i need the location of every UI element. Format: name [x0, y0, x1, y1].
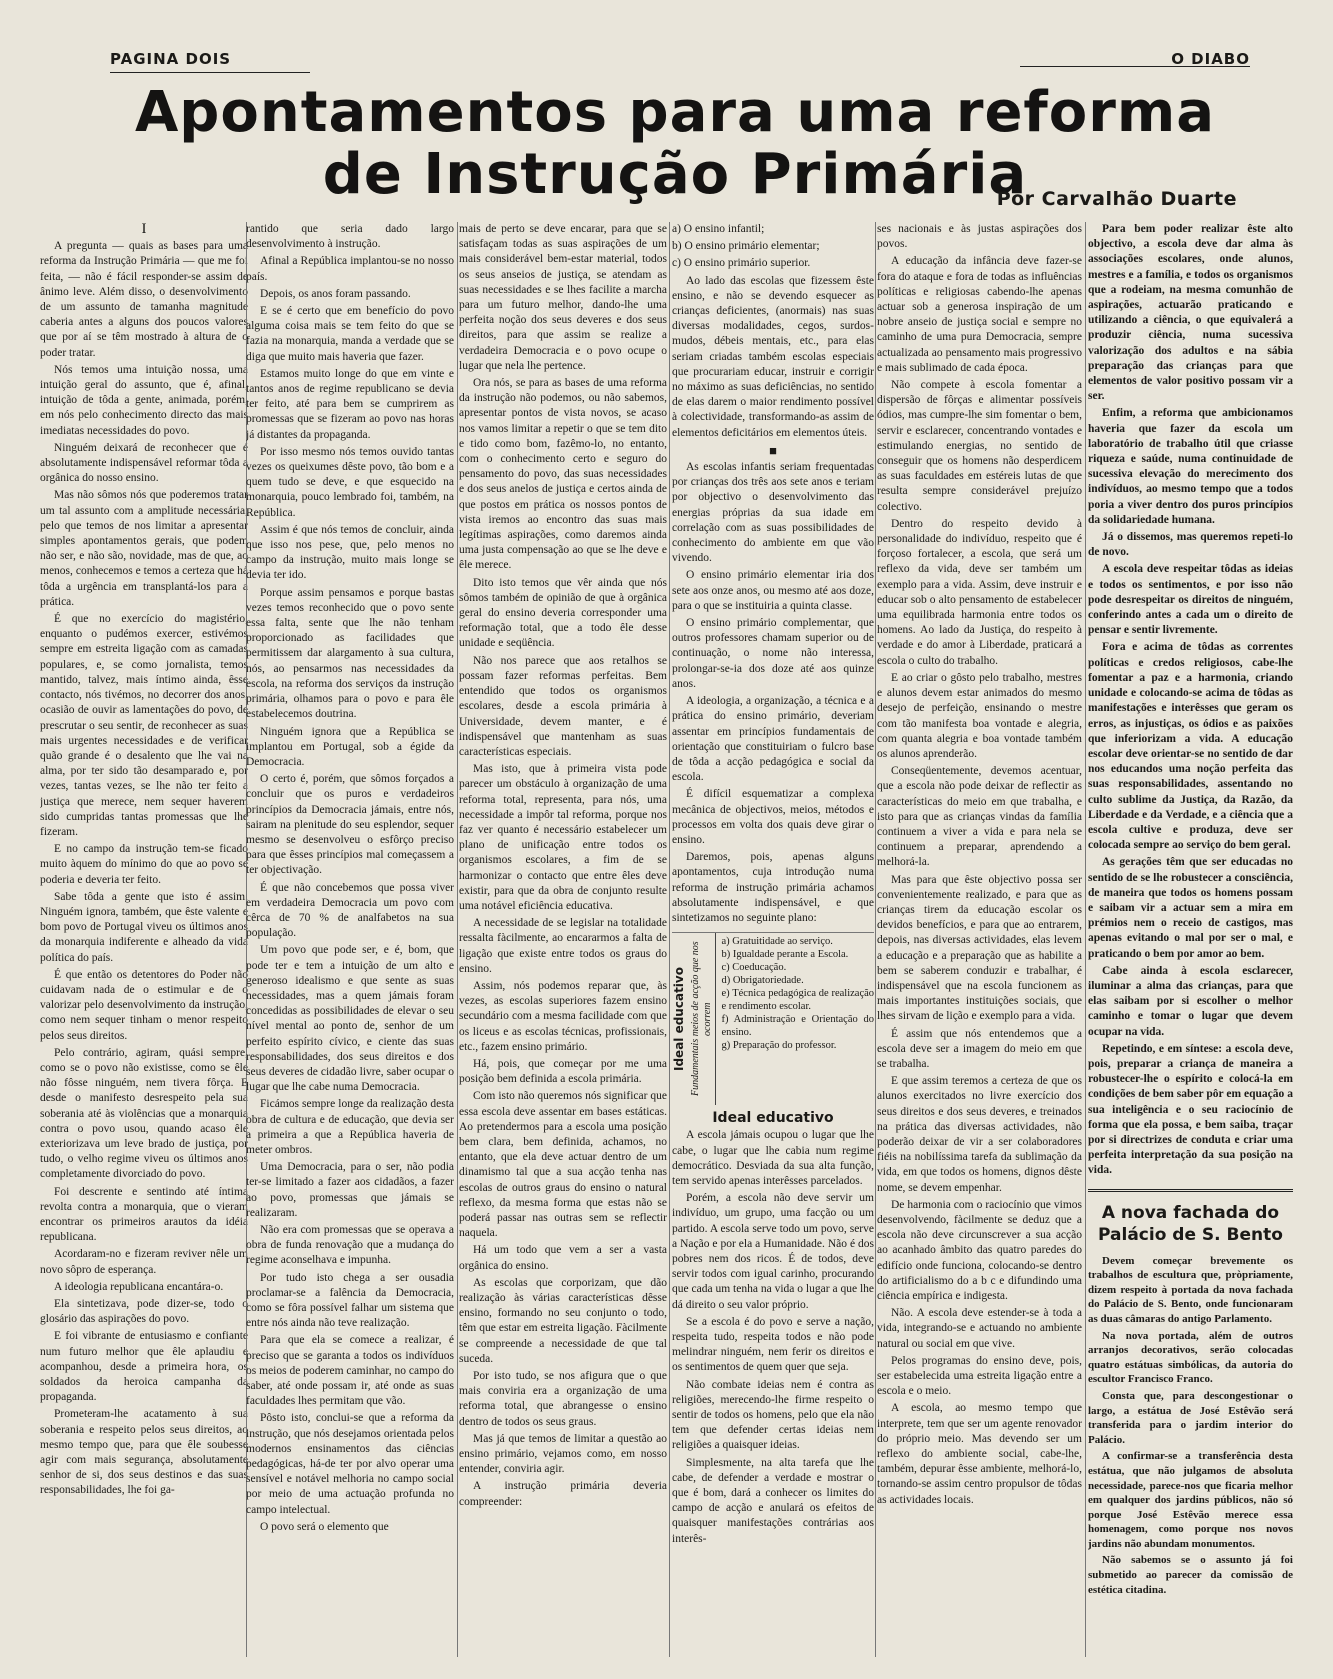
plan-list — [715, 933, 875, 1105]
header-rule-right — [1020, 66, 1250, 67]
article-column-2 — [246, 222, 454, 1657]
column-divider — [669, 222, 670, 1657]
paragraph: A escola, ao mesmo tempo que interprete, tem que ser um agente renovador do próprio meio. Mas devendo ser um reflexo do ambiente social, cabe-lhe, também, depurar êsse ambiente, melhorá-lo, tornando-se assim centro propulsor de tôdas as actividades locais. — [877, 1402, 1082, 1506]
paragraph: É que não concebemos que possa viver em verdadeira Democracia um povo com cêrca de 70 % de analfabetos na sua população. — [246, 881, 454, 940]
paragraph: Conseqüentemente, devemos acentuar, que a escola não pode deixar de reflectir as características do meio em que trabalha, e isto para que as crianças vindas da família continuem a viver a vida e para nela se continuem a preparar, aprendendo a melhorá-la. — [877, 765, 1082, 869]
article-column-6 — [1088, 222, 1293, 1657]
paragraph: O povo será o elemento que — [260, 1520, 389, 1533]
paragraph: Dito isto temos que vêr ainda que nós sômos também de opinião de que à orgânica geral do ensino deveria corresponder uma reformação total, que a todo êle desse unidade e seqüência. — [459, 576, 667, 650]
paragraph: Para bem poder realizar êste alto objectivo, a escola deve dar alma às associações escolares, onde alunos, mestres e a família, e todos os organismos que a rodeiam, na mesma comunhão de aspirações, actuarão praticando e utilizando a ciência, o que equivalerá a produzir ciência, numa sucessiva valorização dos adultos e na sábia preparação das crianças para que elementos de valor positivo possam vir a ser. — [1088, 223, 1293, 403]
list-item: b) O ensino primário elementar; — [672, 240, 820, 253]
section-separator: ■ — [769, 442, 777, 458]
sidebar-body — [1088, 1254, 1293, 1598]
paragraph: Não nos parece que aos retalhos se possam fazer reformas perfeitas. Bem entendido que todos os organismos escolares, desde a escola primária à Universidade, devem manter, e é indispensável que mantenham as suas características especiais. — [459, 654, 667, 758]
paragraph: mais de perto se deve encarar, para que se satisfaçam todas as suas aspirações de um mais considerável bem-estar material, todos os seus anseios de justiça, se atendam as suas necessidades e se lhes facilite a marcha para um futuro melhor, dando-lhe uma perfeita noção dos seus deveres e dos seus direitos, para que assim se realize a verdadeira Democracia e o povo ocupe o lugar que nela lhe pertence. — [459, 223, 667, 372]
paragraph: Ninguém ignora que a República se implantou em Portugal, sob a égide da Democracia. — [246, 725, 454, 768]
plan-item: e) Técnica pedagógica de realização e rendimento escolar. — [721, 988, 874, 1013]
paragraph: A ideologia, a organização, a técnica e a prática do ensino primário, deveriam assentar em princípios fundamentais de orientação que constituiriam o fulcro base de tôda a acção pedagógica e social da escola. — [672, 695, 874, 784]
paragraph: De harmonia com o raciocínio que vimos desenvolvendo, fàcilmente se deduz que a escola não deve circunscrever a sua acção ao acanhado âmbito das quatro paredes do edifício onde funciona, colocando-se dentro do artificialismo do a b c e difundindo uma ciência empírica e indigesta. — [877, 1198, 1082, 1303]
paragraph: Por isso mesmo nós temos ouvido tantas vezes os queixumes dêste povo, tão bom e a quem tudo se deve, e que esquecido na monarquia, pouco lembrado foi, também, na República. — [246, 445, 454, 519]
paragraph: Estamos muito longe do que em vinte e tantos anos de regime republicano se devia ter feito, até para bem se cumprirem as promessas que se fizeram ao povo nas horas já distantes da propaganda. — [246, 367, 454, 441]
paragraph: Com isto não queremos nós significar que essa escola deve assentar em bases estáticas. Ao pretendermos para a escola uma posição bem clara, bem definida, achamos, no entanto, que ela deve actuar dentro de um dinamismo tal que a sua acção tenha nas escolas de outros graus do ensino o natural reflexo, da mesma forma que estas não se poderá passar nas outras sem se reflectir naquela. — [459, 1090, 667, 1240]
column-divider — [1085, 222, 1086, 1657]
paragraph: Mas isto, que à primeira vista pode parecer um obstáculo à organização de uma reforma total, representa, para nós, uma necessidade a impôr tal reforma, porque nos faz ver quanto é necessário estabelecer um plano de unificação entre todos os organismos escolares, a fim de se harmonizar o contacto que entre êles deve existir, para que da obra de conjunto resulte uma notável eficiência educativa. — [459, 763, 667, 912]
paragraph: E ao criar o gôsto pelo trabalho, mestres e alunos devem estar animados do mesmo desejo de perfeição, ensinando o mestre com tão manifesta boa vontade e alegria, com quanta alegria e boa vontade também os alunos aprenderão. — [877, 671, 1082, 760]
paragraph: Ninguém deixará de reconhecer que é absolutamente indispensável reformar tôda a orgânica do nosso ensino. — [40, 441, 248, 485]
paragraph: Um povo que pode ser, e é, bom, que pode ter e tem a intuição de um alto e generoso idealismo e que sente as suas necessidades, mas a quem jámais foram concedidas as possibilidades de elevar o seu nível mental ao ponto de, senhor de um perfeito espírito cívico, e ciente das suas responsabilidades, dos seus direitos e dos seus deveres de cidadão livre, saber ocupar o lugar que lhe cabe numa Democracia. — [246, 944, 454, 1094]
paragraph: E no campo da instrução tem-se ficado muito àquem do mínimo do que ao povo se poderia e deveria ter feito. — [40, 843, 248, 886]
paragraph: E foi vibrante de entusiasmo e confiante num futuro melhor que êle aplaudiu e acompanhou, desde a primeira hora, os soldados da heroica campanha da propaganda. — [40, 1330, 248, 1404]
paragraph: É que então os detentores do Poder não cuidavam nada de o estimular e de o valorizar pelo desenvolvimento da instrução, como nem sequer tinham o menor respeito pelos seus direitos. — [40, 968, 248, 1042]
paragraph: O ensino primário complementar, que outros professores chamam superior ou de continuação, o nome não interessa, prolongar-se-ia dos doze até aos quinze anos. — [672, 617, 874, 690]
paragraph: Uma Democracia, para o ser, não podia ter-se limitado a fazer aos cidadãos, a fazer ao povo, promessas que jámais se realizaram. — [246, 1161, 454, 1219]
paragraph: Pelos programas do ensino deve, pois, ser estabelecida uma estreita ligação entre a escola e o meio. — [877, 1354, 1082, 1398]
list-item: a) O ensino infantil; — [672, 223, 765, 235]
sidebar-title: A nova fachada do Palácio de S. Bento — [1098, 1202, 1283, 1245]
paragraph: E se é certo que em benefício do povo alguma coisa mais se tem feito do que se fazia na monarquia, manda a verdade que se diga que muito mais haveria que fazer. — [246, 305, 454, 363]
paragraph: Repetindo, e em síntese: a escola deve, pois, preparar a criança de maneira a robustecer-lhe o espírito e colocá-la em condições de bem saber pôr em equação a sua inteligência e o seu raciocínio de forma que ela possa, e bem saiba, traçar por si directrizes de conduta e criar uma perfeita interpretação da sua posição na vida. — [1088, 1042, 1293, 1177]
paragraph: Ao lado das escolas que fizessem êste ensino, e não se devendo esquecer as crianças deficientes, (anormais) nas suas diversas modalidades, cegos, surdos-mudos, débeis mentais, etc., para elas seriam criadas também escolas especiais que procurariam educar, instruir e corrigir no máximo as suas deficiências, no sentido de elas darem o maior rendimento possível à colectividade, transformando-as assim de elementos deficitários em elementos úteis. — [672, 274, 874, 439]
paragraph: Porém, a escola não deve servir um indivíduo, um grupo, uma facção ou um partido. A escola serve todo um povo, serve a Nação e por ela a Humanidade. Não é dos pobres nem dos ricos. É de todos, deve servir todos com igual carinho, procurando que cada um tenha na vida o lugar a que lhe dá direito o seu valor próprio. — [672, 1192, 874, 1311]
paragraph: A ideologia republicana encantára-o. — [54, 1280, 224, 1293]
paragraph: Não era com promessas que se operava a obra de funda renovação que a mudança do regime aconselhava e impunha. — [246, 1224, 454, 1267]
plan-item: b) Igualdade perante a Escola. — [721, 949, 849, 961]
paragraph: Afinal a República implantou-se no nosso país. — [246, 255, 454, 283]
paragraph: É assim que nós entendemos que a escola deve ser a imagem do meio em que se trabalha. — [877, 1027, 1082, 1070]
paragraph: Porque assim pensamos e porque bastas vezes temos reconhecido que o povo sente essa falta, sente que lhe não tenham proporcionado as facilidades que permitissem dar alargamento à sua cultura, nós, ao pensarmos nas necessidades da escola, na reforma dos serviços da instrução primária, olhamos para o povo e para êle estabelecemos doutrina. — [246, 586, 454, 721]
paragraph: Devem começar brevemente os trabalhos de escultura que, pròpriamente, dizem respeito à portada da nova fachada do Palácio de S. Bento, onde funcionaram as duas câmaras do antigo Parlamento. — [1088, 1254, 1293, 1325]
article-column-5 — [877, 222, 1082, 1657]
paragraph: E que assim teremos a certeza de que os alunos exercitados no livre exercício dos seus direitos e dos seus deveres, e treinados na prática das diversas actividades, não poderão deixar de vir a ser colaboradores fiéis na nobilíssima tarefa da sublimação da vida, em que todos os homens, dignos dêste nome, se devem empenhar. — [877, 1075, 1082, 1194]
paragraph: Acordaram-no e fizeram reviver nêle um novo sôpro de esperança. — [40, 1248, 248, 1276]
headline-line-1: Apontamentos para uma reforma — [134, 80, 1216, 145]
paragraph: Ficámos sempre longe da realização desta obra de cultura e de educação, que devia ser a primeira a que a República haveria de meter ombros. — [246, 1098, 454, 1156]
headline-line-2: de Instrução Primária — [322, 142, 1028, 207]
paragraph: Mas para que êste objectivo possa ser convenientemente realizado, e para que as crianças tirem da educação escolar os devidos benefícios, e para que ao entrarem, depois, nas diversas actividades, elas levem a educação e a preparação que as habilite a bem se saberem conduzir e trabalhar, é indispensável que na escola funcionem as mais importantes instituições sociais, que lhes sirvam de lição e exemplo para a vida. — [877, 873, 1082, 1023]
paragraph: Na nova portada, além de outros arranjos decorativos, serão colocadas quatro estátuas simbólicas, da autoria do escultor Francisco Franco. — [1088, 1329, 1293, 1386]
article-byline: Por Carvalhão Duarte — [996, 188, 1237, 210]
paragraph: Por tudo isto chega a ser ousadia proclamar-se a falência da Democracia, como se fôra possível falhar um sistema que entre nós ainda não teve realização. — [246, 1271, 454, 1330]
paragraph: Prometeram-lhe acatamento à sua soberania e respeito pelos seus direitos, ao mesmo tempo que, para que êle soubesse agir com mais segurança, absolutamente senhor de si, dos seus destinos e das suas responsabilidades, lhe foi ga- — [40, 1408, 248, 1497]
paragraph: Ela sintetizava, pode dizer-se, todo o glosário das aspirações do povo. — [40, 1298, 248, 1326]
list-item: c) O ensino primário superior. — [672, 257, 811, 270]
paragraph: A necessidade de se legislar na totalidade ressalta fàcilmente, ao encararmos a falta de ligação que existe entre todos os graus do ensino. — [459, 917, 667, 975]
paragraph: Consta que, para descongestionar o largo, a estátua de José Estêvão será transferida para o jardim interior do Palácio. — [1088, 1389, 1293, 1446]
paragraph: Mas já que temos de limitar a questão ao ensino primário, vejamos como, em nosso entender, conviria agir. — [459, 1432, 667, 1476]
page-header — [110, 50, 1250, 72]
paragraph: Fora e acima de tôdas as correntes políticas e credos religiosos, cabe-lhe fomentar a paz e a harmonia, criando unidade e colocando-se acima de tôdas as manifestações e interêsses que geram os erros, as injustiças, os ódios e as paixões que inferiorizam a vida. A educação escolar deve orientar-se no sentido de dar nos educandos uma noção perfeita das suas responsabilidades, assentando no culto sublime da Justiça, da Razão, da Liberdade e da Verdade, e a ciência que a escola cultive e produza, deve ser colocada sempre ao serviço do bem geral. — [1088, 641, 1293, 852]
plan-item: f) Administração e Orientação do ensino. — [721, 1014, 874, 1039]
paragraph: Mas não sômos nós que poderemos tratar um tal assunto com a amplitude necessária, pelo que temos de nos limitar a apresentar simples apontamentos gerais, que podem não ser, e não são, novidade, mas de que, ao menos, conhecemos e temos a certeza que há tôda a urgência em transplantá-los para a prática. — [40, 489, 248, 608]
paragraph: A escola deve respeitar tôdas as ideias e todos os sentimentos, e por isso não pode desrespeitar os direitos de ninguém, conferindo antes a cada um o direito de pensar e sentir livremente. — [1088, 563, 1293, 637]
paragraph: ses nacionais e às justas aspirações dos povos. — [877, 223, 1082, 251]
paragraph: Enfim, a reforma que ambicionamos haveria que fazer da escola um laboratório de trabalho útil que criasse riqueza e saúde, numa continuidade de sucessiva elevação do merecimento dos indivíduos, ao mesmo tempo que a todos poria a viver dentro dos puros princípios da solidariedade humana. — [1088, 407, 1293, 526]
paragraph: Sabe tôda a gente que isto é assim. Ninguém ignora, também, que êste valente e bom povo de Portugal viveu os últimos anos da monarquia indiferente e alheado da vida política do país. — [40, 890, 248, 964]
plan-box-caption: Fundamentais meios de acção que nos ocorrem — [689, 941, 713, 1097]
plan-item: g) Preparação do professor. — [721, 1040, 837, 1052]
paragraph: As gerações têm que ser educadas no sentido de se lhe robustecer a consciência, de maneira que todos os homens possam e saibam vir a actuar sem a mira em prémios nem o receio de castigos, mas apenas evitando o mal por ser o mal, e praticando o bem por amor ao bem. — [1088, 856, 1293, 960]
paragraph: A instrução primária deveria compreender: — [459, 1480, 667, 1508]
paragraph: Simplesmente, na alta tarefa que lhe cabe, de defender a verdade e mostrar o que é bom, dará a conhecer os limites do campo de acção e anulará os efeitos de quaisquer manifestações contrárias aos interês- — [672, 1456, 874, 1545]
paragraph: A pregunta — quais as bases para uma reforma da Instrução Primária — que me foi feita, — não é fácil responder-se assim de ânimo leve. Além disso, o desenvolvimento de um assunto de tamanha magnitude caberia antes a alguns dos poucos valores que por aí se têm mostrado à altura de o poder tratar. — [40, 240, 248, 359]
paragraph: Assim é que nós temos de concluir, ainda que isso nos pese, que, pelo menos no campo da instrução, muito mais longe se devia ter ido. — [246, 523, 454, 582]
paragraph: Dentro do respeito devido à personalidade do indivíduo, respeito que é forçoso fortalecer, a escola, que será um reflexo da vida, deve ser também um exemplo para a vida. Assim, deve instruir e educar sob o alto pensamento de estabelecer uma equilibrada harmonia entre todos os homens. Ao lado da Justiça, do respeito à verdade e do amor à Liberdade, praticará a escola o culto do trabalho. — [877, 517, 1082, 667]
paragraph: O ensino primário elementar iria dos sete aos onze anos, ou mesmo até aos doze, para o que se instituiria a quinta classe. — [672, 569, 874, 612]
paragraph: Pelo contrário, agiram, quási sempre, como se o povo não existisse, como se êle não fôsse ninguém, nem tivera fôrça. E desde o manifesto desrespeito pela sua soberania até às violências que a monarquia contra o povo usou, quando acaso êle exteriorizava um leve brado de justiça, por tudo, o velho regime viveu os últimos anos completamente divorciado do povo. — [40, 1046, 248, 1181]
paragraph: As escolas que corporizam, que dão realização às várias características dêsse ensino, formando no seu conjunto o todo, têm que estar em estreita ligação. Fàcilmente se compreende a necessidade de que tal suceda. — [459, 1276, 667, 1365]
paragraph: Não sabemos se o assunto já foi submetido ao parecer da comissão de estética citadina. — [1088, 1554, 1293, 1596]
sidebar-article — [1088, 1189, 1293, 1598]
plan-item: c) Coeducação. — [721, 962, 787, 974]
article-column-4 — [672, 222, 874, 1657]
paragraph: O certo é, porém, que sômos forçados a concluir que os puros e verdadeiros princípios da Democracia jámais, entre nós, sairam na plenitude do seu esplendor, sequer mesmo se desenvolveu o esfôrço preciso para que êsses princípios mal começassem a ter objectivação. — [246, 773, 454, 877]
article-column-1 — [40, 222, 248, 1657]
plan-item: d) Obrigatoriedade. — [721, 975, 804, 987]
paragraph: Para que ela se comece a realizar, é preciso que se garanta a todos os indivíduos os meios de poderem caminhar, no campo do saber, até onde possam ir, até onde as suas faculdades lhes permitam que vão. — [246, 1334, 454, 1408]
paragraph: Não compete à escola fomentar a dispersão de fôrças e alimentar possíveis ódios, mas cumpre-lhe sim fomentar o bem, servir e esclarecer, concentrando vontades e estimulando energias, no sentido de conseguir que os homens não desperdicem as suas faculdades em estéreis lutas de que resulta sempre considerável prejuízo colectivo. — [877, 379, 1082, 513]
plan-box-label: Ideal educativo — [672, 967, 686, 1072]
paragraph: Por isto tudo, se nos afigura que o que mais conviria era a organização de uma reforma total, que abrangesse o ensino dentro de todos os seus graus. — [459, 1370, 667, 1428]
plan-box — [672, 932, 874, 1105]
paragraph: Se a escola é do povo e serve a nação, respeita tudo, respeita todos e não pode melindrar ninguém, nem ferir os direitos e os sentimentos de quem quer que seja. — [672, 1315, 874, 1374]
article-column-3 — [459, 222, 667, 1657]
paragraph: Já o dissemos, mas queremos repeti-lo de novo. — [1088, 531, 1293, 559]
paragraph: A educação da infância deve fazer-se fora do ataque e fora de todas as influências políticas e religiosas cabendo-lhe apenas actuar sob a generosa inspiração de um nobre anseio de justiça social e sempre no caminho de uma pura Democracia, sempre actualizada ao pensamento mais progressivo e mais sublimado de cada época. — [877, 255, 1082, 374]
header-rule-left — [110, 72, 310, 73]
page-label: PAGINA DOIS — [110, 50, 232, 68]
paragraph: As escolas infantis seriam frequentadas por crianças dos três aos sete anos e teriam por objectivo o desenvolvimento das energias próprias da sua idade em correlação com as suas possibilidades de conhecimento do ambiente em que vão vivendo. — [672, 461, 874, 565]
paragraph: Há um todo que vem a ser a vasta orgânica do ensino. — [459, 1244, 667, 1272]
paragraph: Assim, nós podemos reparar que, às vezes, as escolas superiores fazem ensino secundário com a mesma facilidade com que os liceus e as escolas técnicas, profissionais, etc., fazem ensino primário. — [459, 979, 667, 1053]
paragraph: Ora nós, se para as bases de uma reforma da instrução não podemos, ou não sabemos, apresentar pontos de vista novos, se acaso nos vamos limitar a repetir o que se tem dito e tido como bom, fazêmo-lo, no entanto, com o conhecimento certo e seguro do pensamento do povo, das suas necessidades e dos seus anelos de justiça e certos ainda de que postos em prática os nossos pontos de vista iremos ao encontro das suas mais legítimas aspirações, como daremos ainda uma justa compensação ao que se lhe deve e êle merece. — [459, 377, 667, 572]
paragraph: É difícil esquematizar a complexa mecânica de objectivos, meios, métodos e processos em volta dos quais deve girar o ensino. — [672, 788, 874, 846]
paragraph: Nós temos uma intuição nossa, uma intuição geral do assunto, que é, afinal, intuição de tôda a gente, animada, porém, em nós pelo conhecimento directo das mais imediatas necessidades do povo. — [40, 363, 248, 437]
paragraph: Não. A escola deve estender-se à toda a vida, integrando-se e actuando no ambiente natural ou social em que vive. — [877, 1307, 1082, 1350]
paragraph: Daremos, pois, apenas alguns apontamentos, cuja introdução numa reforma de instrução primária achamos absolutamente indispensável, e que sintetizamos no seguinte plano: — [672, 851, 874, 924]
paragraph: É que no exercício do magistério, enquanto o pudémos exercer, estivémos sempre em estreita ligação com as camadas populares, e, se como jornalista, temos mantido, talvez, mais íntimo ainda, êsse contacto, nós tivémos, no decorrer dos anos, ocasião de ouvir as lamentações do povo, de prescrutar o seu sentir, de reconhecer as suas mais urgentes necessidades e de verificar quão grande é o desalento que lhe vai na alma, por ter sido tão desamparado e, por vezes, tantas vezes, se lhe não ter feito a justiça que merece, nem sequer haverem sido cumpridas tantas promessas que lhe fizeram. — [40, 613, 248, 838]
section-number: I — [141, 222, 147, 237]
paragraph: A confirmar-se a transferência desta estátua, que não julgamos de absoluta necessidade, parece-nos que ficaria melhor em qualquer dos jardins públicos, não só porque José Estêvão merece essa homenagem, como porque nos novos jardins não abundam monumentos. — [1088, 1450, 1293, 1550]
paragraph: Cabe ainda à escola esclarecer, iluminar a alma das crianças, para que elas saibam por si escolher o melhor caminho e tomar o lugar que devem ocupar na vida. — [1088, 964, 1293, 1038]
paragraph: Foi descrente e sentindo até íntima revolta contra a monarquia, que o vieram encontrar os primeiros arautos da idéia republicana. — [40, 1185, 248, 1244]
paragraph: rantido que seria dado largo desenvolvimento à instrução. — [246, 223, 454, 251]
column-divider — [875, 222, 876, 1657]
newspaper-name: O DIABO — [1171, 50, 1250, 68]
paragraph: Há, pois, que começar por me uma posição bem definida a escola primária. — [459, 1057, 667, 1086]
paragraph: Depois, os anos foram passando. — [260, 287, 411, 300]
column-divider — [457, 222, 458, 1657]
subheading: Ideal educativo — [712, 1110, 834, 1127]
paragraph: Não combate ideias nem é contra as religiões, merecendo-lhe firme respeito o sentir de todos os homens, pelo que ela não tem que defender certas ideias nem religiões a quaisquer ideias. — [672, 1378, 874, 1452]
paragraph: A escola jámais ocupou o lugar que lhe cabe, o lugar que lhe cabia num regime democrático. Desviada da sua alta função, tem servido apenas interêsses parcelados. — [672, 1129, 874, 1187]
plan-item: a) Gratuitidade ao serviço. — [721, 936, 833, 948]
paragraph: Pôsto isto, conclui-se que a reforma da instrução, que nós desejamos orientada pelos modernos ensinamentos das ciências pedagógicas, há-de ter por alvo operar uma sensível e notável melhoria no campo social por meio de uma actuação profunda no campo intelectual. — [246, 1412, 454, 1516]
